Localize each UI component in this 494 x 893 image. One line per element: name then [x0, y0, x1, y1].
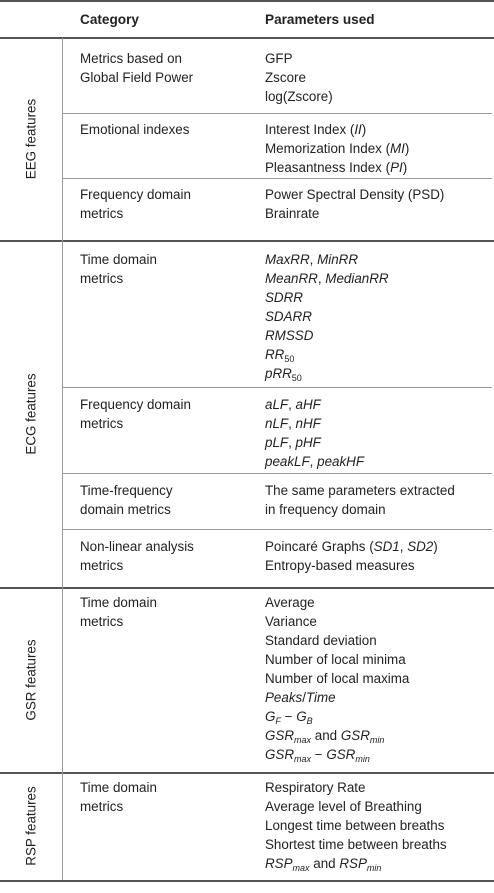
row-category: Non-linear analysis metrics [80, 539, 194, 573]
group-divider [62, 240, 63, 587]
row-parameters: Respiratory Rate Average level of Breathing Longest time between breaths Shortest time between breaths $RSP_{max}$ and $RSP_{min}$ [265, 780, 447, 873]
group-divider [62, 772, 63, 880]
row-category: Time domain metrics [80, 595, 157, 629]
row-category: Emotional indexes [80, 122, 190, 137]
group-rule [0, 587, 494, 589]
row-separator [62, 387, 492, 388]
row-category: Time domain metrics [80, 780, 157, 814]
row-parameters: Poincaré Graphs (SD1, SD2) Entropy-based measures [265, 539, 438, 573]
group-divider [62, 587, 63, 772]
row-parameters: MaxRR, MinRR MeanRR, MedianRR SDRR SDARR RMSSD $RR_{50}$ pRR$_{50}$ [265, 252, 389, 383]
row-category: Frequency domain metrics [80, 397, 191, 431]
row-separator [62, 473, 492, 474]
row-parameters: Power Spectral Density (PSD) Brainrate [265, 187, 445, 221]
row-separator [62, 178, 492, 179]
row-category: Frequency domain metrics [80, 187, 191, 221]
row-category: Time-frequency domain metrics [80, 483, 173, 517]
header-category: Category [80, 12, 139, 27]
row-separator [62, 113, 492, 114]
row-parameters: GFP Zscore log(Zscore) [265, 51, 333, 104]
row-category: Metrics based on Global Field Power [80, 51, 194, 85]
group-rule [0, 240, 494, 242]
group-label: GSR features [23, 638, 39, 721]
group-label: RSP features [23, 786, 39, 866]
row-parameters: aLF, aHF nLF, nHF pLF, pHF peakLF, peakHF [265, 397, 365, 469]
header-parameters: Parameters used [265, 12, 375, 27]
row-separator [62, 529, 492, 530]
row-category: Time domain metrics [80, 252, 157, 286]
top-rule [0, 0, 494, 2]
row-parameters: The same parameters extracted in frequency domain [265, 483, 455, 517]
group-rule [0, 880, 494, 882]
group-divider [62, 38, 63, 240]
row-parameters: Interest Index (II) Memorization Index (MI) Pleasantness Index (PI) [265, 122, 410, 175]
row-parameters: Average Variance Standard deviation Number of local minima Number of local maxima Peaks/Time $G_F - G_B$ $GSR_{max}$ and $GSR_{min}$ $GSR_{max} - GSR_{min}$ [265, 595, 410, 764]
group-label: EEG features [23, 98, 39, 180]
group-rule [0, 772, 494, 774]
group-label: ECG features [23, 372, 39, 455]
header-rule [0, 37, 494, 39]
